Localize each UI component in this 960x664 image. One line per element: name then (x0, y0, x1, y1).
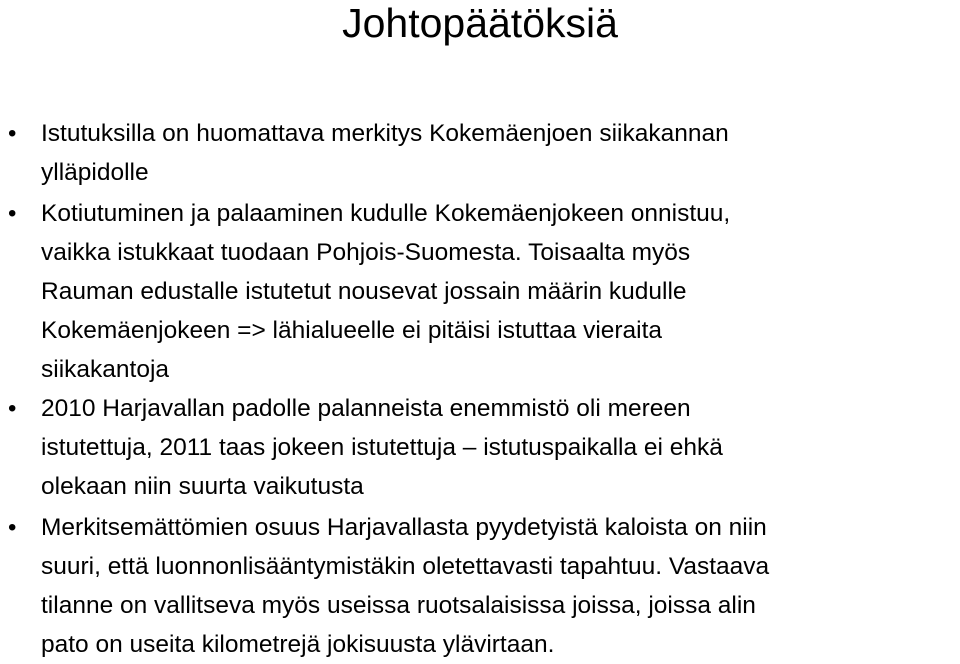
bullet-line: 2010 Harjavallan padolle palanneista enemmistö oli mereen (41, 395, 691, 422)
bullet-line: Rauman edustalle istutetut nousevat jossain määrin kudulle (41, 278, 687, 305)
slide-title: Johtopäätöksiä (342, 0, 618, 46)
bullet-line: tilanne on vallitseva myös useissa ruotsalaisissa joissa, joissa alin (41, 592, 756, 619)
bullet-line: Istutuksilla on huomattava merkitys Kokemäenjoen siikakannan (41, 120, 729, 147)
bullet-line: vaikka istukkaat tuodaan Pohjois-Suomesta. Toisaalta myös (41, 239, 691, 266)
bullet-text (41, 194, 956, 389)
bullet-dot-icon: • (8, 200, 17, 227)
bullet-line: ylläpidolle (41, 159, 149, 186)
bullet-text (41, 508, 956, 664)
bullet-line: pato on useita kilometrejä jokisuusta ylävirtaan. (41, 631, 555, 658)
bullet-text (41, 114, 956, 192)
bullet-line: suuri, että luonnonlisääntymistäkin oletettavasti tapahtuu. Vastaava (41, 553, 770, 580)
bullet-line: Kokemäenjokeen => lähialueelle ei pitäisi istuttaa vieraita (41, 317, 663, 344)
bullet-dot-icon: • (8, 395, 17, 422)
bullet-line: Merkitsemättömien osuus Harjavallasta pyydetyistä kaloista on niin (41, 514, 767, 541)
bullet-line: Kotiutuminen ja palaaminen kudulle Kokemäenjokeen onnistuu, (41, 200, 731, 227)
bullet-dot-icon: • (8, 120, 17, 147)
bullet-line: siikakantoja (41, 356, 170, 383)
bullet-line: istutettuja, 2011 taas jokeen istutettuja – istutuspaikalla ei ehkä (41, 434, 723, 461)
bullet-line: olekaan niin suurta vaikutusta (41, 473, 364, 500)
bullet-text (41, 389, 956, 506)
bullet-dot-icon: • (8, 514, 17, 541)
